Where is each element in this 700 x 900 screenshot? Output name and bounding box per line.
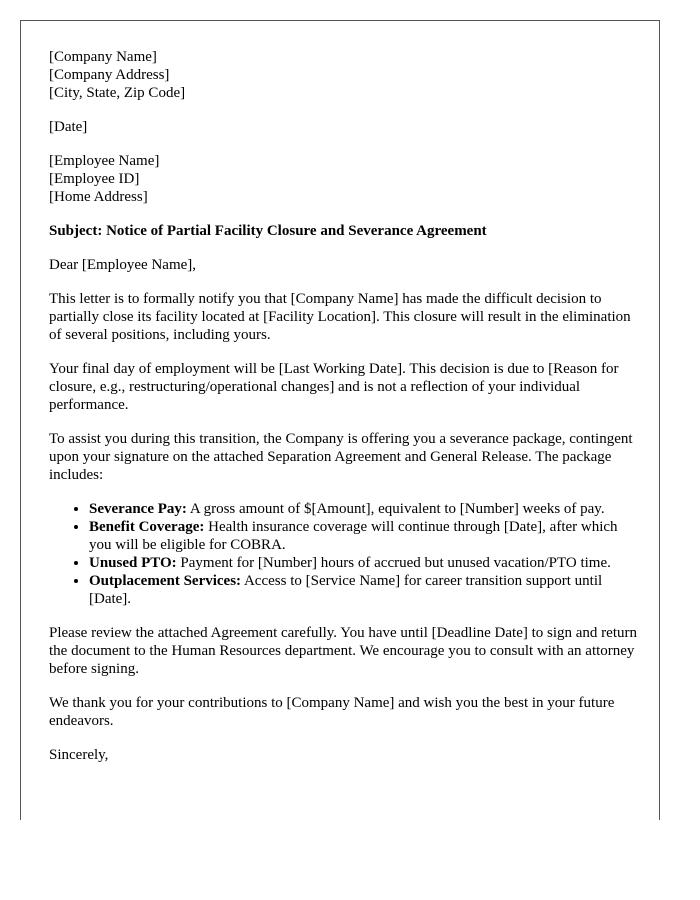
- subject-line: Subject: Notice of Partial Facility Closure and Severance Agreement: [49, 223, 487, 239]
- list-item-text: Payment for [Number] hours of accrued but unused vacation/PTO time.: [176, 555, 611, 571]
- package-list: [49, 500, 639, 608]
- letter-date: [Date]: [49, 119, 88, 135]
- employee-address-block: [49, 152, 639, 206]
- list-item-label: Severance Pay:: [89, 501, 187, 517]
- company-city-state-zip: [City, State, Zip Code]: [49, 85, 186, 101]
- salutation: Dear [Employee Name],: [49, 257, 197, 273]
- paragraph-final-day: Your final day of employment will be [Last Working Date]. This decision is due to [Reason for closure, e.g., restructuring/operational changes] and is not a reflection of your individual performance.: [49, 361, 619, 413]
- list-item-benefit-coverage: [89, 518, 639, 554]
- company-address: [Company Address]: [49, 67, 170, 83]
- paragraph-review-deadline: Please review the attached Agreement carefully. You have until [Deadline Date] to sign and return the document to the Human Resources department. We encourage you to consult with an attorney before signing.: [49, 625, 637, 677]
- letter-content: [49, 48, 639, 780]
- list-item-label: Benefit Coverage:: [89, 519, 205, 535]
- company-address-block: [49, 48, 639, 102]
- employee-id: [Employee ID]: [49, 171, 140, 187]
- list-item-text: Access to [Service Name] for career transition support until [Date].: [89, 573, 603, 607]
- date-block: [49, 118, 639, 136]
- paragraph-thanks: We thank you for your contributions to [Company Name] and wish you the best in your future endeavors.: [49, 695, 615, 729]
- paragraph-notification: This letter is to formally notify you that [Company Name] has made the difficult decision to partially close its facility located at [Facility Location]. This closure will result in the elimination of several positions, including yours.: [49, 291, 631, 343]
- company-name: [Company Name]: [49, 49, 157, 65]
- list-item-text: A gross amount of $[Amount], equivalent to [Number] weeks of pay.: [186, 501, 605, 517]
- home-address: [Home Address]: [49, 189, 148, 205]
- paragraph-severance-intro: To assist you during this transition, the Company is offering you a severance package, contingent upon your signature on the attached Separation Agreement and General Release. The package includes:: [49, 431, 633, 483]
- employee-name: [Employee Name]: [49, 153, 160, 169]
- closing: Sincerely,: [49, 747, 109, 763]
- list-item-unused-pto: [89, 554, 639, 572]
- list-item-severance-pay: [89, 500, 639, 518]
- list-item-text: Health insurance coverage will continue through [Date], after which you will be eligible for COBRA.: [89, 519, 618, 553]
- list-item-outplacement-services: [89, 572, 639, 608]
- list-item-label: Outplacement Services:: [89, 573, 242, 589]
- list-item-label: Unused PTO:: [89, 555, 177, 571]
- letter-page: [20, 20, 660, 820]
